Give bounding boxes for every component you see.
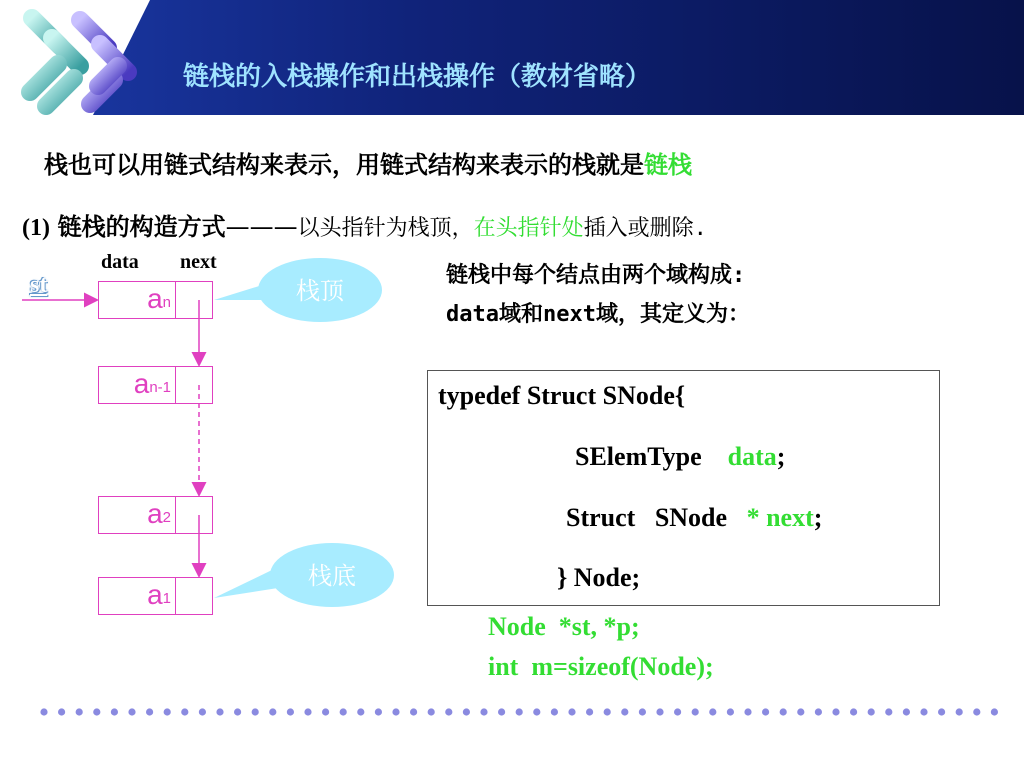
code-line-3-field: * next: [746, 503, 814, 532]
separator-dot: [58, 708, 65, 715]
info-line-1: 链栈中每个结点由两个域构成:: [446, 263, 746, 288]
separator-dot: [463, 708, 470, 715]
separator-dot: [868, 708, 875, 715]
separator-dot: [832, 708, 839, 715]
stack-pointer-label: st: [30, 272, 48, 298]
linked-stack-diagram: [0, 0, 420, 640]
separator-dot: [164, 708, 171, 715]
separator-dot: [181, 708, 188, 715]
label-data: data: [101, 251, 139, 273]
separator-dot: [322, 708, 329, 715]
construct-desc-a: 以头指针为栈顶，: [297, 216, 474, 241]
separator-dot: [357, 708, 364, 715]
construct-desc-b: 插入或删除.: [583, 216, 707, 241]
node-next-an-1: [176, 366, 213, 404]
separator-dot: [604, 708, 611, 715]
intro-highlight: 链栈: [644, 151, 692, 179]
separator-dot: [480, 708, 487, 715]
separator-dot: [692, 708, 699, 715]
declaration-line-1: Node *st, *p;: [488, 612, 640, 641]
separator-dot: [428, 708, 435, 715]
node-data-an-1: $a_{n-1}$: [98, 366, 176, 404]
separator-dot: [40, 708, 47, 715]
separator-dot: [252, 708, 259, 715]
node-data-a2: $a_2$: [98, 496, 176, 534]
separator-dot: [410, 708, 417, 715]
separator-dot: [269, 708, 276, 715]
separator-dot: [93, 708, 100, 715]
separator-dot: [991, 708, 998, 715]
separator-dot: [674, 708, 681, 715]
separator-dot: [938, 708, 945, 715]
code-line-3-end: ;: [813, 503, 823, 532]
separator-dot: [639, 708, 646, 715]
separator-dot: [287, 708, 294, 715]
separator-dot: [76, 708, 83, 715]
code-line-2-end: ;: [776, 442, 786, 471]
separator-dot: [375, 708, 382, 715]
callout-stack-top: [214, 258, 382, 322]
code-line-2: [575, 442, 785, 472]
separator-dot: [709, 708, 716, 715]
separator-dot: [903, 708, 910, 715]
separator-dot: [234, 708, 241, 715]
node-data-a1: $a_1$: [98, 577, 176, 615]
callout-top-text: 栈顶: [296, 277, 344, 305]
node-next-an: [176, 281, 213, 319]
separator-dot: [392, 708, 399, 715]
separator-dot: [850, 708, 857, 715]
separator-dot: [780, 708, 787, 715]
separator-dot: [586, 708, 593, 715]
label-next: next: [180, 251, 217, 273]
separator-dot: [920, 708, 927, 715]
separator-dot: [815, 708, 822, 715]
separator-dot: [956, 708, 963, 715]
separator-dot: [146, 708, 153, 715]
separator-dot: [568, 708, 575, 715]
construct-number: (1): [22, 215, 50, 241]
node-data-an: $a_n$: [98, 281, 176, 319]
intro-main: 栈也可以用链式结构来表示，用链式结构来表示的栈就是: [44, 151, 644, 179]
node-next-a1: [176, 577, 213, 615]
separator-dot: [498, 708, 505, 715]
code-line-3-type: Struct SNode: [566, 503, 728, 532]
code-line-1: typedef Struct SNode{: [438, 381, 686, 410]
code-line-2-field: data: [727, 442, 777, 471]
separator-dot: [744, 708, 751, 715]
separator-dot: [533, 708, 540, 715]
construct-desc-highlight: 在头指针处: [473, 216, 584, 241]
separator-dot: [656, 708, 663, 715]
separator-dot: [551, 708, 558, 715]
separator-dot: [216, 708, 223, 715]
code-line-2-type: SElemType: [575, 442, 702, 471]
code-line-4: } Node;: [557, 563, 641, 592]
separator-dot: [340, 708, 347, 715]
construct-dash: ———: [225, 213, 298, 241]
page-title: 链栈的入栈操作和出栈操作（教材省略）: [183, 62, 652, 92]
declaration-line-2: int m=sizeof(Node);: [488, 652, 714, 681]
separator-dot: [111, 708, 118, 715]
dotted-separator: [40, 705, 1010, 719]
separator-dot: [973, 708, 980, 715]
separator-dot: [199, 708, 206, 715]
separator-dot: [797, 708, 804, 715]
separator-dot: [762, 708, 769, 715]
code-line-3: [566, 503, 822, 533]
callout-bottom-text: 栈底: [308, 562, 356, 590]
callout-stack-bottom: [214, 543, 394, 607]
separator-dot: [727, 708, 734, 715]
separator-dot: [516, 708, 523, 715]
construct-heading: 链栈的构造方式: [57, 213, 226, 241]
separator-dot: [621, 708, 628, 715]
separator-dot: [128, 708, 135, 715]
info-line-2: data域和next域，其定义为：: [446, 302, 750, 327]
node-next-a2: [176, 496, 213, 534]
separator-dot: [885, 708, 892, 715]
separator-dot: [304, 708, 311, 715]
separator-dot: [445, 708, 452, 715]
